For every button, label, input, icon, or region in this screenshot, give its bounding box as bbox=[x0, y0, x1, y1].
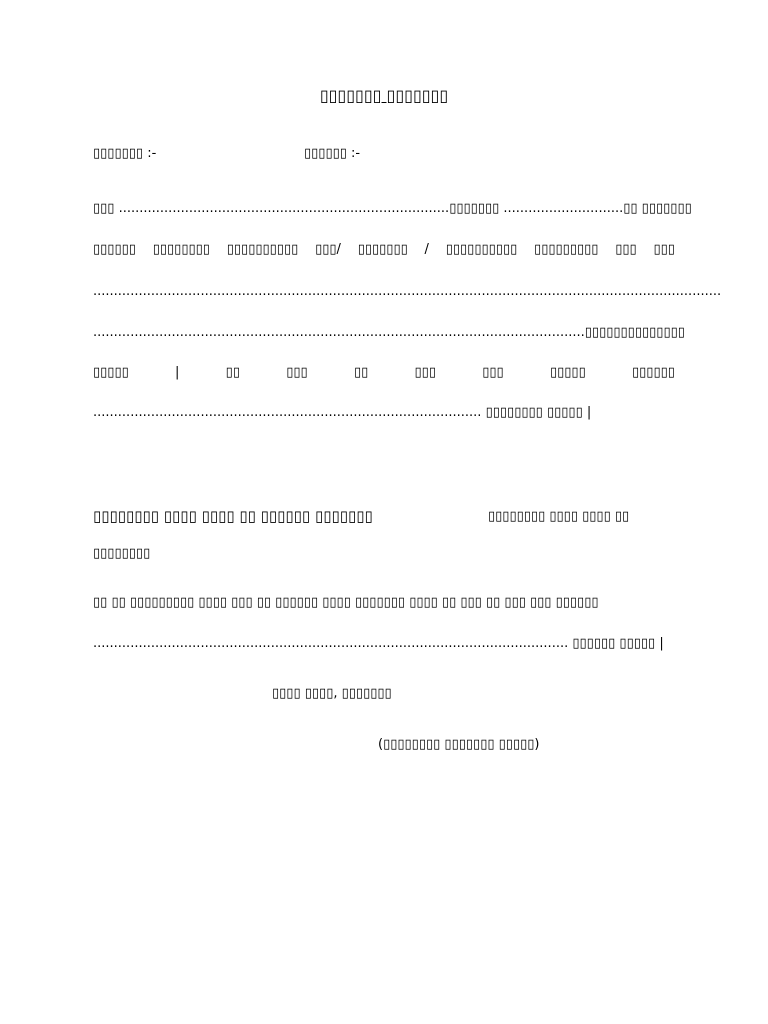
paragraph1-line2 bbox=[93, 242, 675, 257]
date-label: ▯▯▯▯▯▯ :- bbox=[304, 146, 361, 161]
word: ▯▯▯▯▯▯ bbox=[93, 242, 136, 257]
word: ▯▯ bbox=[353, 365, 369, 380]
father-name-blank: ▯▯▯▯▯▯▯ ............................. bbox=[449, 201, 624, 216]
blank-field: .............................................................................................. bbox=[93, 405, 482, 420]
blank-field: .....................................................................................▯▯ bbox=[233, 325, 600, 340]
word: ▯▯▯▯▯▯▯▯ ▯▯▯▯▯ | bbox=[485, 405, 592, 420]
word: ▯▯▯ bbox=[482, 365, 504, 380]
line1-ending-text: ▯▯ ▯▯▯▯▯▯▯ bbox=[623, 201, 692, 216]
word: ▯▯▯ bbox=[653, 242, 675, 257]
word: ▯▯▯▯▯▯ bbox=[631, 365, 675, 380]
word: ▯▯▯▯▯ bbox=[549, 365, 586, 380]
word: ▯▯▯▯▯▯▯▯ bbox=[152, 242, 210, 257]
section2-line1: ▯▯ ▯▯ ▯▯▯▯▯▯▯▯▯ ▯▯▯▯ ▯▯▯ ▯▯ ▯▯▯▯▯▯ ▯▯▯▯ ▯▯▯▯▯▯▯ ▯▯▯▯ ▯▯ ▯▯▯ ▯▯ ▯▯▯ ▯▯▯ ▯▯▯▯▯▯ bbox=[93, 595, 599, 610]
word: ▯▯▯▯▯▯▯▯▯▯ bbox=[445, 242, 518, 257]
paragraph1-line3 bbox=[93, 284, 722, 299]
document-title: ▯▯▯▯▯▯▯ ▯▯▯▯▯▯▯ bbox=[319, 86, 449, 105]
blank-field: .......................................... bbox=[93, 284, 267, 299]
word: ▯▯▯/ bbox=[315, 242, 341, 257]
word: / bbox=[424, 242, 429, 257]
section2-line2 bbox=[93, 636, 664, 651]
word: ▯▯▯ bbox=[663, 325, 685, 340]
blank-field: .............................................................................................................. bbox=[266, 284, 722, 299]
signatory-designation: (▯▯▯▯▯▯▯▯ ▯▯▯▯▯▯▯ ▯▯▯▯▯) bbox=[378, 737, 540, 752]
word: ▯▯ bbox=[225, 365, 240, 380]
section2-heading-right: ▯▯▯▯▯▯▯▯ ▯▯▯▯ ▯▯▯▯ ▯▯ bbox=[488, 509, 630, 524]
blank-field: ................................................................................................................... bbox=[93, 636, 569, 651]
name-blank: ▯▯▯ ................................................................................ bbox=[93, 201, 450, 216]
word: ▯▯▯▯▯▯▯▯▯▯ bbox=[226, 242, 299, 257]
word: | bbox=[175, 365, 180, 380]
word: ▯▯▯▯▯▯▯▯▯ bbox=[534, 242, 599, 257]
section2-heading-left: ▯▯▯▯▯▯▯▯ ▯▯▯▯ ▯▯▯▯ ▯▯ ▯▯▯▯▯▯ ▯▯▯▯▯▯▯ bbox=[93, 507, 373, 525]
section2-heading-continued: ▯▯▯▯▯▯▯▯ bbox=[93, 546, 151, 561]
blank-field: .................................. bbox=[93, 325, 234, 340]
word: ▯▯▯ bbox=[286, 365, 308, 380]
reference-number-label: ▯▯▯▯▯▯▯ :- bbox=[93, 146, 157, 161]
paragraph1-line4 bbox=[93, 325, 685, 340]
signatory-name: ▯▯▯▯ ▯▯▯▯, ▯▯▯▯▯▯▯ bbox=[272, 686, 392, 701]
paragraph1-line6 bbox=[93, 405, 591, 420]
word: ▯▯▯ bbox=[414, 365, 436, 380]
word: ▯▯▯▯▯▯ ▯▯▯▯▯ | bbox=[572, 636, 664, 651]
word: ▯▯▯ bbox=[615, 242, 637, 257]
word: ▯▯▯▯▯ bbox=[93, 365, 129, 380]
word: ▯▯▯▯▯▯▯ bbox=[357, 242, 408, 257]
paragraph1-line1 bbox=[93, 201, 692, 216]
paragraph1-line5 bbox=[93, 365, 675, 380]
word: ▯▯▯▯▯▯▯▯▯ bbox=[599, 325, 664, 340]
